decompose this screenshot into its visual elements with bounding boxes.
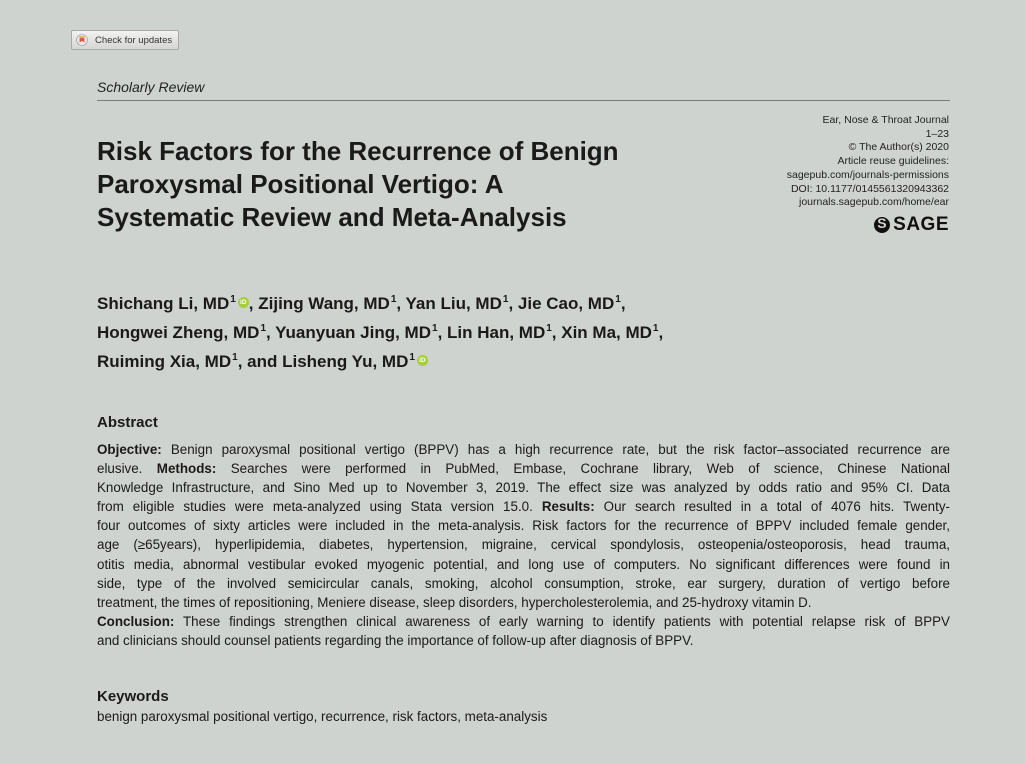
check-for-updates-label: Check for updates [95,34,173,46]
author-affiliation: 1 [409,352,415,363]
sage-mark-icon [874,217,890,233]
author-affiliation: 1 [390,294,397,305]
abstract-body [97,440,950,650]
abstract-text: These findings strengthen clinical awareness of early warning to identify patients with potential relapse risk of BPPV [174,613,950,629]
copyright: © The Author(s) 2020 [848,141,949,154]
abstract-text: Searches were performed in PubMed, Embase, Cochrane library, Web of science, Chinese National [216,461,950,477]
sage-wordmark: SAGE [893,214,949,235]
author-name[interactable]: Ruiming Xia, MD [97,352,232,371]
author-affiliation: 1 [260,323,266,334]
author-name[interactable]: Jie Cao, MD [517,294,615,313]
reuse-label: Article reuse guidelines: [837,155,949,168]
abstract-text: elusive. [97,461,157,477]
permissions-link[interactable]: sagepub.com/journals-permissions [786,168,949,181]
title-line: Paroxysmal Positional Vertigo: A [97,169,504,199]
abstract-text: age (≥65years), hyperlipidemia, diabetes, hypertension, migraine, cervical spondylosis, osteopenia/osteoporosis, head trauma, [97,537,950,553]
author-name[interactable]: Hongwei Zheng, MD [97,323,260,342]
abstract-text: Benign paroxysmal positional vertigo (BPPV) has a high recurrence rate, but the risk factor–associated recurrence are [161,442,950,457]
article-title [97,135,737,234]
author-affiliation: 1 [432,323,438,334]
check-for-updates-button[interactable] [71,30,179,50]
author-name[interactable]: Xin Ma, MD [561,323,652,342]
orcid-icon[interactable] [417,355,428,366]
orcid-icon[interactable] [238,297,249,308]
title-line: Risk Factors for the Recurrence of Benign [97,136,619,166]
abstract-text: four outcomes of sixty articles were included in the meta-analysis. Risk factors for the recurrence of BPPV included female gender, [97,518,950,534]
author-name[interactable]: Yan Liu, MD [405,294,502,313]
results-label: Results: [541,499,595,515]
abstract-heading: Abstract [97,414,158,431]
article-type-label: Scholarly Review [97,79,205,95]
author-name[interactable]: Shichang Li, MD [97,294,230,313]
author-affiliation: 1 [502,294,509,305]
keywords-heading: Keywords [97,688,169,705]
author-name[interactable]: Yuanyuan Jing, MD [275,323,431,342]
abstract-text: Our search resulted in a total of 4076 hits. Twenty- [594,499,950,515]
abstract-text: treatment, the times of repositioning, Meniere disease, sleep disorders, hypercholesterolemia, and 25-hydroxy vitamin D. [97,594,812,610]
journal-name: Ear, Nose & Throat Journal [822,114,949,126]
keywords-list: benign paroxysmal positional vertigo, recurrence, risk factors, meta-analysis [97,709,548,724]
abstract-text: from eligible studies were meta-analyzed using Stata version 15.0. [97,499,542,515]
author-affiliation: 1 [230,294,236,305]
methods-label: Methods: [156,461,217,477]
sage-logo [874,214,949,236]
abstract-text: otitis media, abnormal vestibular evoked myogenic potential, and long use of computers. No significant differences were found in [97,556,950,572]
abstract-text: side, type of the involved semicircular canals, smoking, alcohol consumption, stroke, ear surgery, duration of vertigo before [97,575,950,591]
objective-label: Objective: [97,442,162,457]
abstract-text: and clinicians should counsel patients regarding the importance of follow-up after diagnosis of BPPV. [97,632,694,648]
author-affiliation: 1 [615,294,621,305]
author-name[interactable]: Zijing Wang, MD [258,294,390,313]
author-list: Shichang Li, $MD^1iD$ , Zijing Wang, $MD^1$, Yan Liu, $MD^1$, Jie Cao, $MD^1$, Hongwei Zheng, $MD^1$, Yuanyuan Jing, $MD^1$, Lin Han, $MD^1$, Xin Ma, $MD^1$, Ruiming Xia, $MD^1$, and Lisheng Yu, $MD^1iD$ [97,287,897,374]
journal-home-link[interactable]: journals.sagepub.com/home/ear [798,196,949,209]
title-line: Systematic Review and Meta-Analysis [97,202,567,232]
abstract-text: Knowledge Infrastructure, and Sino Med up to November 3, 2019. The effect size was analyzed by odds ratio and 95% CI. Data [97,480,950,496]
crossmark-icon [76,34,88,46]
author-name[interactable]: Lisheng Yu, MD [282,352,409,371]
author-affiliation: 1 [232,352,238,363]
author-name[interactable]: Lin Han, MD [447,323,546,342]
header-divider [97,100,950,101]
author-affiliation: 1 [546,323,552,334]
page-range: 1–23 [925,127,949,140]
author-affiliation: 1 [652,323,659,334]
doi[interactable]: DOI: 10.1177/0145561320943362 [790,182,949,195]
conclusion-label: Conclusion: [97,613,175,629]
